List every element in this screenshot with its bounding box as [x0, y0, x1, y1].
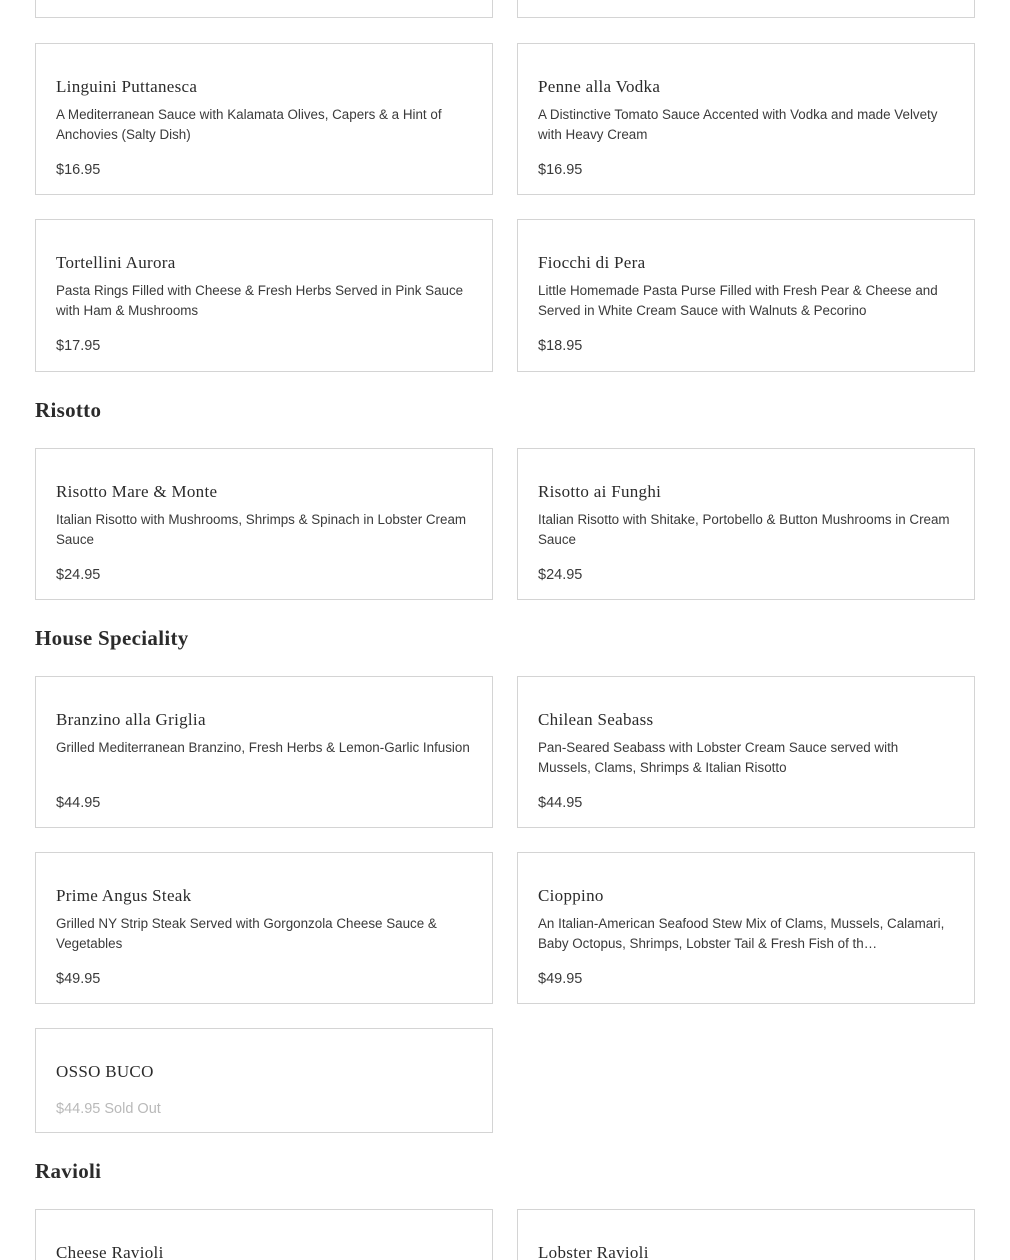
item-price: $49.95 — [56, 971, 101, 987]
item-name: Fiocchi di Pera — [538, 253, 646, 272]
item-description: A Distinctive Tomato Sauce Accented with Vodka and made Velvety with Heavy Cream — [538, 107, 938, 142]
menu-item-cioppino[interactable] — [517, 852, 975, 1004]
menu-item-card[interactable] — [35, 0, 493, 18]
menu-item-prime-angus-steak[interactable] — [35, 852, 493, 1004]
menu-item-osso-buco[interactable] — [35, 1028, 493, 1133]
menu-item-linguini-puttanesca[interactable] — [35, 43, 493, 195]
item-description: Pasta Rings Filled with Cheese & Fresh Herbs Served in Pink Sauce with Ham & Mushrooms — [56, 283, 464, 318]
item-description: Pan-Seared Seabass with Lobster Cream Sauce served with Mussels, Clams, Shrimps & Italian Risotto — [538, 740, 899, 775]
item-name: Risotto ai Funghi — [538, 482, 662, 501]
item-price: $16.95 — [538, 162, 583, 178]
item-description: A Mediterranean Sauce with Kalamata Olives, Capers & a Hint of Anchovies (Salty Dish) — [56, 107, 442, 142]
item-price: $18.95 — [538, 338, 583, 354]
item-name: Cheese Ravioli — [56, 1243, 164, 1260]
item-name: OSSO BUCO — [56, 1062, 154, 1081]
item-name: Chilean Seabass — [538, 710, 654, 729]
item-name: Lobster Ravioli — [538, 1243, 649, 1260]
menu-item-risotto-mare-monte[interactable] — [35, 448, 493, 600]
item-name: Branzino alla Griglia — [56, 710, 206, 729]
item-price: $17.95 — [56, 338, 101, 354]
menu-item-branzino-alla-griglia[interactable] — [35, 676, 493, 828]
item-price: $44.95 — [538, 795, 583, 811]
item-name: Cioppino — [538, 886, 604, 905]
item-price: $24.95 — [56, 567, 101, 583]
menu-item-card[interactable] — [517, 0, 975, 18]
menu-item-cheese-ravioli[interactable] — [35, 1209, 493, 1260]
item-name: Linguini Puttanesca — [56, 77, 198, 96]
item-description: Little Homemade Pasta Purse Filled with Fresh Pear & Cheese and Served in White Cream Sauce with Walnuts & Pecorino — [538, 283, 938, 318]
item-name: Tortellini Aurora — [56, 253, 176, 272]
item-price: $49.95 — [538, 971, 583, 987]
item-name: Penne alla Vodka — [538, 77, 661, 96]
item-price: $44.95 — [56, 795, 101, 811]
item-description: Grilled NY Strip Steak Served with Gorgonzola Cheese Sauce & Vegetables — [56, 916, 437, 951]
menu-item-fiocchi-di-pera[interactable] — [517, 219, 975, 372]
menu-item-penne-alla-vodka[interactable] — [517, 43, 975, 195]
menu-item-lobster-ravioli[interactable] — [517, 1209, 975, 1260]
menu-item-chilean-seabass[interactable] — [517, 676, 975, 828]
section-title-ravioli: Ravioli — [35, 1159, 102, 1183]
section-title-house-speciality: House Speciality — [35, 626, 189, 650]
item-name: Risotto Mare & Monte — [56, 482, 218, 501]
item-price-sold-out: $44.95 Sold Out — [56, 1101, 161, 1117]
item-price: $24.95 — [538, 567, 583, 583]
menu-item-risotto-ai-funghi[interactable] — [517, 448, 975, 600]
item-price: $16.95 — [56, 162, 101, 178]
item-description: An Italian-American Seafood Stew Mix of Clams, Mussels, Calamari, Baby Octopus, Shrimps, Lobster Tail & Fresh Fish of th… — [538, 916, 945, 951]
section-title-risotto: Risotto — [35, 398, 102, 422]
item-description: Italian Risotto with Shitake, Portobello & Button Mushrooms in Cream Sauce — [538, 512, 950, 547]
item-description: Grilled Mediterranean Branzino, Fresh Herbs & Lemon-Garlic Infusion — [56, 740, 470, 755]
item-description: Italian Risotto with Mushrooms, Shrimps & Spinach in Lobster Cream Sauce — [56, 512, 467, 547]
item-name: Prime Angus Steak — [56, 886, 192, 905]
menu-item-tortellini-aurora[interactable] — [35, 219, 493, 372]
